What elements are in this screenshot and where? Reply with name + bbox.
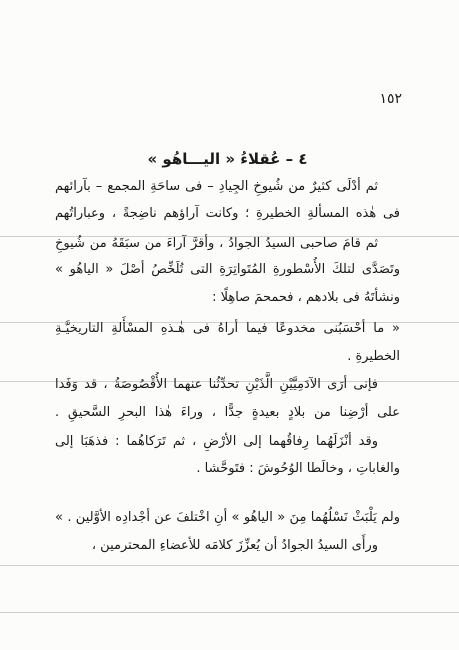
section-heading: ٤ – عُقلاءُ « اليـــاهُو » (147, 150, 308, 168)
text-line: الخطيرةِ . (347, 349, 400, 364)
text-line: ولم يَلْبَثْ نَسْلُهُما مِنَ « الياهُو » أنِ اخْتلفَ عن أجْدادِه الأوَّلين . » (55, 510, 400, 525)
scan-rule-line (0, 612, 459, 613)
text-line: وقد أنْزَلَهُما رِفاقُهما إلى الأرْضِ ، ثم تَرَكاهُما : فذهَبَا إلى (55, 434, 378, 449)
page-number: ١٥٢ (379, 91, 402, 107)
text-line: ثم قامَ صاحبى السيدُ الجوادُ ، وأقرَّ آراءَ من سبَقَهُ من شُيوخِ (55, 236, 378, 251)
text-line: « ما أحْسَبُنى مخدوعًا فيما أراهُ فى هٰـذهِ المسْأَلةِ التاريخيَّـةِ (55, 321, 400, 336)
scan-rule-line (0, 565, 459, 566)
text-line: على أرْضِنا من بلادٍ بعيدةٍ جدًّا ، وراءَ هٰذا البحرِ السَّحيقِ . (55, 405, 400, 420)
text-line: ثم أدْلَى كثيرٌ من شُيوخِ الجِيادِ – فى ساحَةِ المجمع – بآرائهم (55, 179, 378, 194)
text-line: والغاباتِ ، وخالَطا الوُحُوشَ : فتَوحَّشا . (196, 461, 400, 476)
text-line: ورأَى السيدُ الجوادُ أن يُعزِّزَ كلامَه للأعضاءِ المحترمين ، (91, 538, 378, 553)
text-line: وتَصَدَّى لتلكَ الأُسْطورةِ المُتَواتِرَةِ التى تُلَخِّصُ أصْلَ « الياهُو » (55, 262, 400, 277)
text-line: فإنى أرَى الآدَمِيَّيْنِ الَّذَيْنِ تحدِّثُنا عنهما الأُقْصُوصَةُ ، قد وَفَدا (55, 377, 378, 392)
text-line: ونشأتَهُ فى بلادهم ، فحمحمَ صاهِلًا : (212, 290, 400, 305)
text-line: فى هٰذه المسألةِ الخطيرةِ ؛ وكانت آراؤهم ناضِجةً ، وعباراتُهم (55, 206, 400, 221)
